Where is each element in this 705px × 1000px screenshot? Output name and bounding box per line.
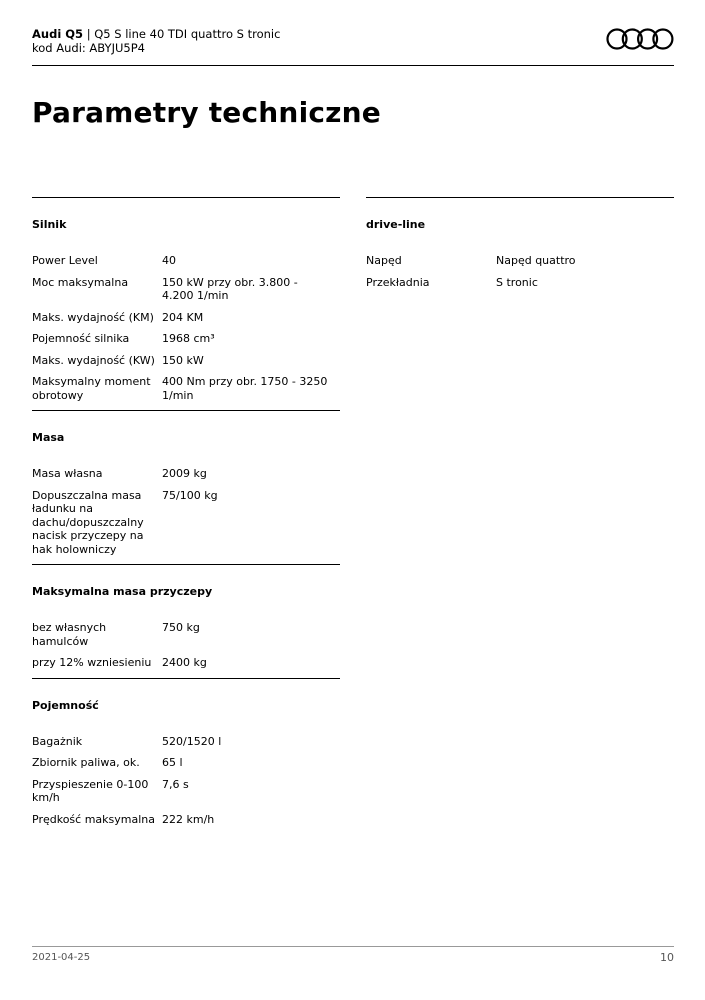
spec-row <box>32 332 340 346</box>
page-number: 10 <box>660 951 674 964</box>
spec-label: bez własnych hamulców <box>32 621 107 648</box>
spec-label: Bagażnik <box>32 734 83 748</box>
header-divider <box>32 65 674 66</box>
spec-label: Zbiornik paliwa, ok. <box>32 756 140 769</box>
spec-value: 7,6 s <box>162 777 189 791</box>
left-column <box>32 197 340 834</box>
spec-row <box>32 311 340 325</box>
spec-row <box>32 354 340 368</box>
spec-label: Masa własna <box>32 467 103 480</box>
right-column <box>366 197 674 297</box>
spec-section <box>366 197 674 289</box>
document-header <box>32 27 280 55</box>
spec-label: Przekładnia <box>366 275 430 289</box>
spec-row <box>32 254 340 268</box>
model-name: Audi Q5 <box>32 27 84 41</box>
spec-value: 150 kW przy obr. 3.800 - 4.200 1/min <box>162 275 298 302</box>
spec-label: Napęd <box>366 254 402 267</box>
spec-value: 150 kW <box>162 353 204 367</box>
spec-label: Pojemność silnika <box>32 332 130 345</box>
spec-row <box>32 756 340 770</box>
section-title: Silnik <box>32 218 67 231</box>
spec-row <box>32 489 340 557</box>
spec-value: 400 Nm przy obr. 1750 - 3250 1/min <box>162 375 328 402</box>
spec-value: 40 <box>162 254 176 267</box>
spec-value: 204 KM <box>162 310 204 324</box>
spec-row <box>32 467 340 481</box>
spec-label: Maksymalny moment obrotowy <box>32 375 151 402</box>
spec-value: 750 kg <box>162 621 200 634</box>
spec-label: Prędkość maksymalna <box>32 812 155 826</box>
spec-row <box>32 778 340 805</box>
section-title: Masa <box>32 431 65 444</box>
model-variant: Q5 S line 40 TDI quattro S tronic <box>94 27 281 41</box>
footer-divider <box>32 946 674 947</box>
spec-value: S tronic <box>496 275 538 289</box>
spec-row <box>32 656 340 670</box>
spec-section <box>32 197 340 402</box>
spec-label: przy 12% wzniesieniu <box>32 656 152 669</box>
spec-label: Maks. wydajność (KW) <box>32 353 155 367</box>
spec-label: Maks. wydajność (KM) <box>32 310 154 324</box>
section-title: drive-line <box>366 218 426 231</box>
spec-label: Dopuszczalna masa ładunku na dachu/dopuszczalny nacisk przyczepy na hak holowniczy <box>32 488 144 556</box>
footer-date: 2021-04-25 <box>32 952 91 963</box>
spec-row <box>32 276 340 303</box>
spec-value: 520/1520 l <box>162 734 222 748</box>
model-line <box>32 27 280 41</box>
spec-value: 65 l <box>162 756 183 769</box>
spec-row <box>32 735 340 749</box>
spec-value: 2009 kg <box>162 467 207 480</box>
separator: | <box>86 27 95 41</box>
spec-row <box>32 375 340 402</box>
spec-section <box>32 410 340 556</box>
section-title: Pojemność <box>32 698 99 712</box>
spec-value: 2400 kg <box>162 656 207 669</box>
spec-row <box>32 813 340 827</box>
spec-section <box>32 564 340 670</box>
spec-row <box>366 276 674 290</box>
spec-value: 222 km/h <box>162 812 215 826</box>
audi-code: kod Audi: ABYJU5P4 <box>32 41 145 55</box>
section-title: Maksymalna masa przyczepy <box>32 585 213 598</box>
audi-rings-logo <box>606 27 674 51</box>
spec-value: 1968 cm³ <box>162 332 215 345</box>
spec-row <box>366 254 674 268</box>
spec-section <box>32 678 340 827</box>
spec-label: Power Level <box>32 254 98 267</box>
spec-value: Napęd quattro <box>496 254 576 267</box>
spec-label: Przyspieszenie 0-100 km/h <box>32 777 149 804</box>
spec-value: 75/100 kg <box>162 488 218 502</box>
spec-label: Moc maksymalna <box>32 275 129 289</box>
page-title: Parametry techniczne <box>32 96 381 129</box>
spec-row <box>32 621 340 648</box>
